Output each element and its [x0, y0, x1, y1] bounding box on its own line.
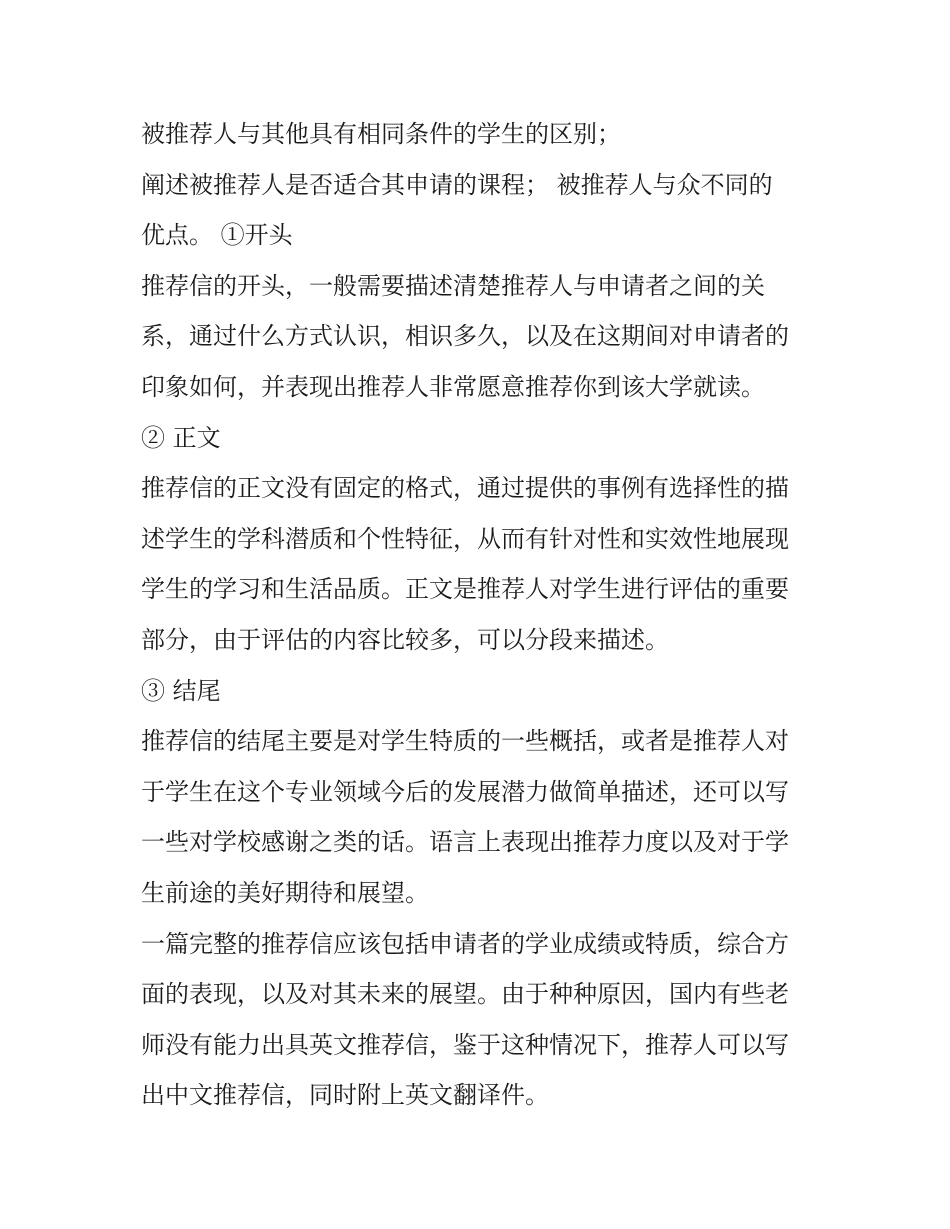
text-line: 系，通过什么方式认识，相识多久，以及在这期间对申请者的	[141, 322, 789, 351]
text-line: 师没有能力出具英文推荐信，鉴于这种情况下，推荐人可以写	[141, 1030, 789, 1059]
text-line: 出中文推荐信，同时附上英文翻译件。	[141, 1081, 549, 1110]
text-line: 推荐信的开头，一般需要描述清楚推荐人与申请者之间的关	[141, 271, 765, 300]
text-line: 一些对学校感谢之类的话。语言上表现出推荐力度以及对于学	[141, 828, 789, 857]
text-line: 生前途的美好期待和展望。	[141, 878, 429, 907]
text-line: 推荐信的结尾主要是对学生特质的一些概括，或者是推荐人对	[141, 727, 789, 756]
text-line: 阐述被推荐人是否适合其申请的课程； 被推荐人与众不同的	[141, 170, 773, 199]
section-heading: ② 正文	[141, 423, 221, 452]
document-body	[141, 109, 821, 1121]
text-line: 一篇完整的推荐信应该包括申请者的学业成绩或特质，综合方	[141, 929, 789, 958]
text-line: 学生的学习和生活品质。正文是推荐人对学生进行评估的重要	[141, 575, 789, 604]
text-line: 印象如何，并表现出推荐人非常愿意推荐你到该大学就读。	[141, 372, 765, 401]
text-line: 于学生在这个专业领域今后的发展潜力做简单描述，还可以写	[141, 777, 789, 806]
text-line: 述学生的学科潜质和个性特征，从而有针对性和实效性地展现	[141, 524, 789, 553]
text-line: 优点。 ①开头	[141, 221, 293, 250]
text-line: 面的表现，以及对其未来的展望。由于种种原因，国内有些老	[141, 980, 789, 1009]
text-line: 推荐信的正文没有固定的格式，通过提供的事例有选择性的描	[141, 474, 789, 503]
text-line: 部分，由于评估的内容比较多，可以分段来描述。	[141, 625, 669, 654]
section-heading: ③ 结尾	[141, 676, 221, 705]
text-line: 被推荐人与其他具有相同条件的学生的区别；	[141, 120, 621, 148]
